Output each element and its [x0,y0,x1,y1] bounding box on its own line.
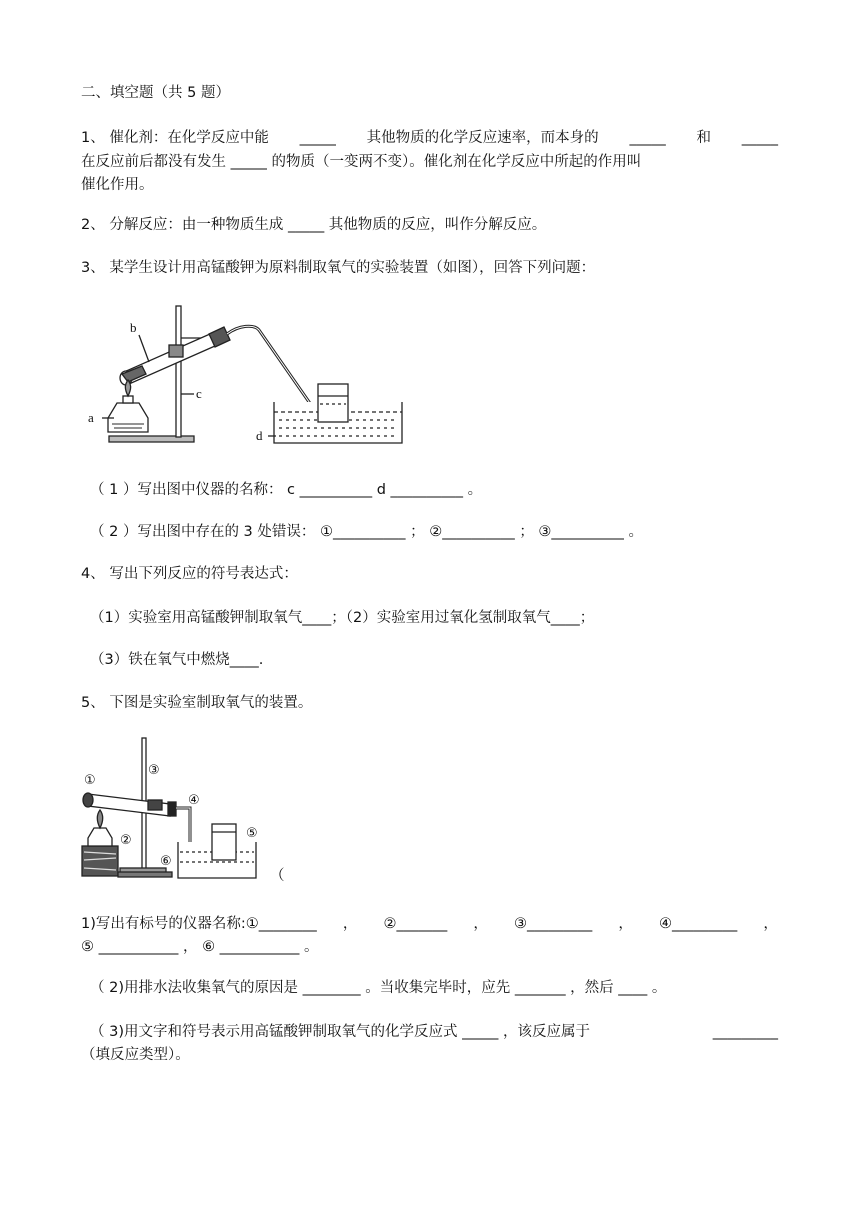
q4-line1: （1）实验室用高锰酸钾制取氧气____；（2）实验室用过氧化氢制取氧气____； [90,610,595,626]
q5-sep-4: ， [763,916,778,932]
q5-apparatus-figure [78,734,288,884]
label-n4: ④ [188,793,200,808]
label-b: b [130,320,137,335]
q3-sub2: （ 2 ）写出图中存在的 3 处错误： ①__________ ； ②__________ ； ③__________ 。 [90,524,644,540]
q4-line2: （3）铁在氧气中燃烧____. [90,652,264,668]
q5-name-3: ③_________ [514,916,593,932]
q5-sub3-line1 [90,1022,778,1042]
label-n2: ② [120,833,132,848]
q5-sub2: （ 2)用排水法收集氧气的原因是 ________ 。当收集完毕时，应先 _______ ，然后 ____ 。 [90,980,667,996]
q1-text-b: 其他物质的化学反应速率，而本身的 [366,130,599,146]
label-d: d [256,428,263,443]
label-a: a [88,410,94,425]
label-n6: ⑥ [160,854,172,869]
q5-name-1: 1)写出有标号的仪器名称:①________ [81,916,317,932]
q5-sub3-text: （ 3)用文字和符号表示用高锰酸钾制取氧气的化学反应式 _____ ，该反应属于 [90,1024,590,1040]
q3-apparatus-figure [84,300,456,450]
q3-sub1: （ 1 ）写出图中仪器的名称： c __________ d __________ 。 [90,482,483,498]
q5-sep-2: ， [473,916,488,932]
q5-sep-3: ， [618,916,633,932]
q1-blank-2: _____ [629,130,666,146]
q1-line2: 在反应前后都没有发生 _____ 的物质（一变两不变）。催化剂在化学反应中所起的作用叫 [81,154,642,170]
q2-line: 2、 分解反应：由一种物质生成 _____ 其他物质的反应，叫作分解反应。 [81,217,547,233]
q4-stem: 4、 写出下列反应的符号表达式： [81,566,298,582]
q1-text-c: 和 [696,130,711,146]
q5-sub3-line2: （填反应类型）。 [81,1047,190,1063]
label-n1: ① [84,773,96,788]
q3-stem: 3、 某学生设计用高锰酸钾为原料制取氧气的实验装置（如图），回答下列问题： [81,260,596,276]
q5-stem: 5、 下图是实验室制取氧气的装置。 [81,695,313,711]
label-c: c [196,386,202,401]
q1-line1 [81,128,778,148]
label-n3: ③ [148,763,160,778]
q5-sep-1: ， [342,916,358,932]
q5-name-4: ④_________ [659,916,738,932]
q1-blank-1: _____ [299,130,336,146]
label-n5: ⑤ [246,826,258,841]
q5-sub1-line1 [81,914,778,934]
q1-line3: 催化作用。 [81,177,154,193]
q1-text-a: 1、 催化剂：在化学反应中能 [81,130,269,146]
q1-blank-3: _____ [741,130,778,146]
q5-sub1-line2: ⑤ ___________ ， ⑥ ___________ 。 [81,939,319,955]
q5-figure-paren: （ [270,868,285,884]
q5-sub3-blank: _________ [712,1024,778,1040]
section-title: 二、填空题（共 5 题） [81,85,230,101]
q5-name-2: ②_______ [383,916,448,932]
